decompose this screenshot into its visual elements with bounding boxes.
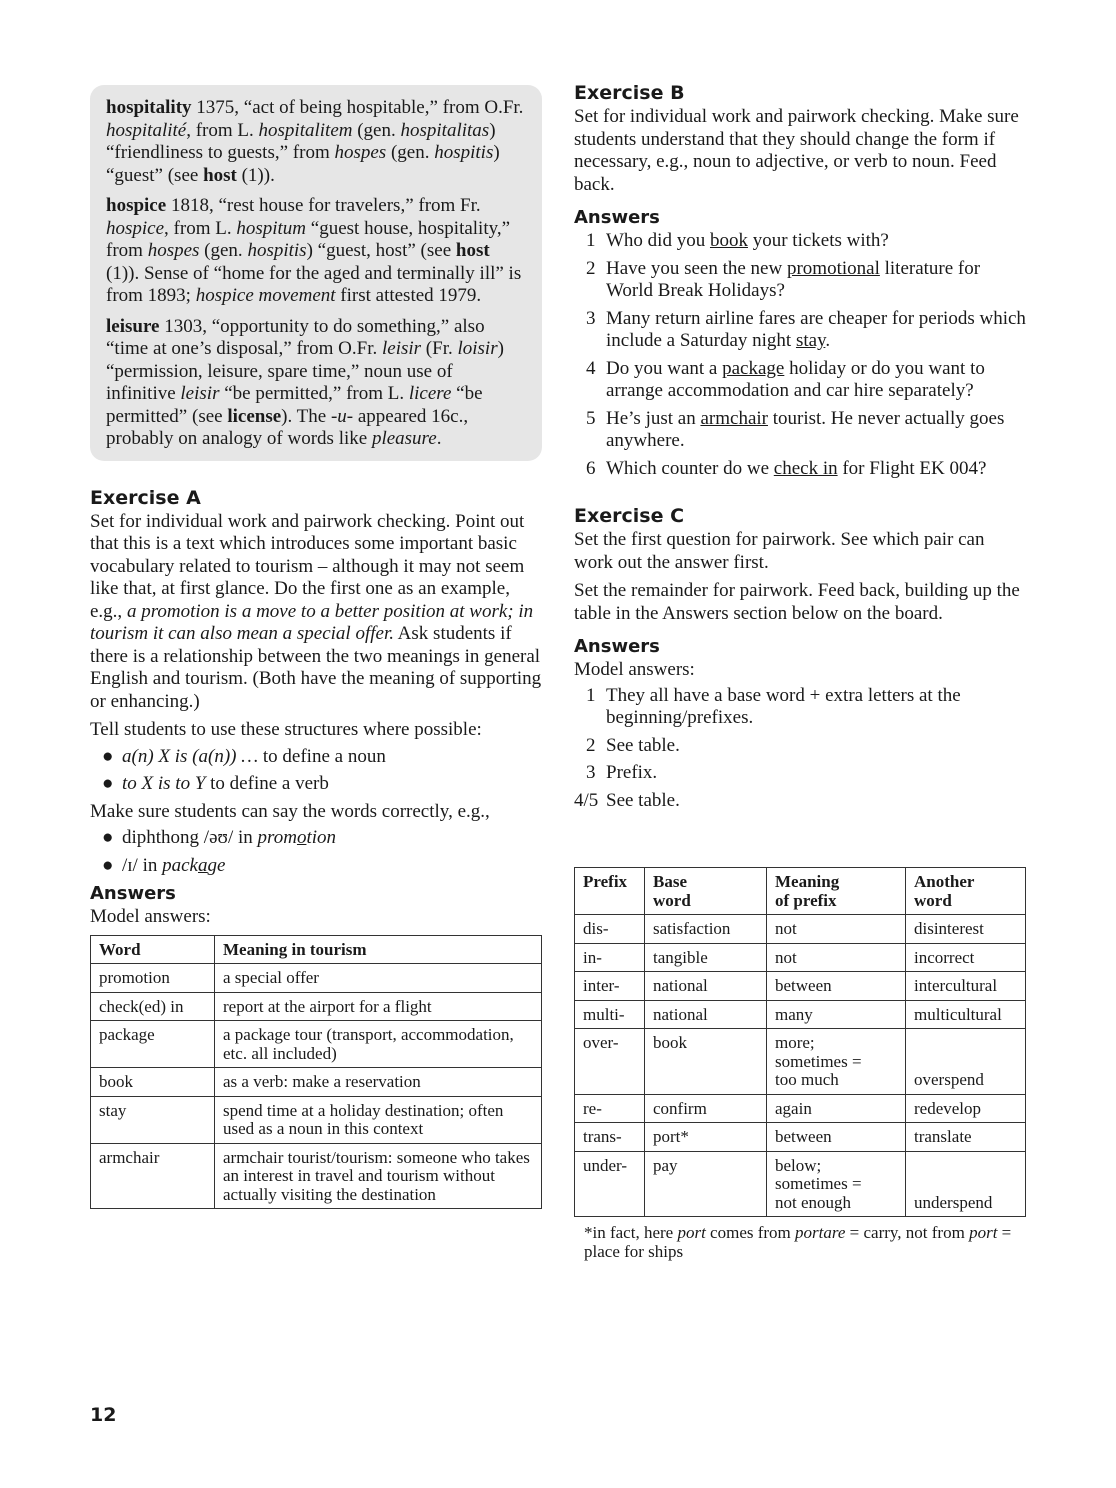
- text: Do you want a: [606, 357, 723, 379]
- text: hospitum: [236, 217, 307, 239]
- pronunciation-list: [90, 827, 542, 877]
- text: hospitalitas: [400, 119, 490, 141]
- item-number: 1: [586, 684, 596, 706]
- text: leisir: [180, 383, 220, 404]
- exercise-c-heading: Exercise C: [574, 505, 685, 527]
- table-row: [575, 1123, 1026, 1152]
- text: package: [722, 357, 785, 379]
- item-number: 3: [586, 762, 596, 783]
- text: portare: [795, 1223, 846, 1242]
- column-header: [645, 868, 767, 915]
- list-item: [574, 258, 1026, 303]
- text: “be permitted” (see: [106, 383, 483, 427]
- text: ) “friendliness to guests,” from: [106, 119, 496, 163]
- table-cell: armchair: [91, 1143, 215, 1209]
- table-cell: not: [767, 943, 906, 972]
- page-number: 12: [90, 1404, 117, 1426]
- left-column: [90, 85, 542, 1209]
- text: They all have a base word + extra letters at the beginning/prefixes.: [606, 684, 961, 728]
- text: tourist. He never actually goes anywhere.: [606, 407, 1005, 451]
- text: Many return airline fares are cheaper for periods which include a Saturday night: [606, 307, 1026, 351]
- text: Base: [653, 872, 687, 891]
- column-header: Word: [91, 935, 215, 964]
- text: to define a verb: [205, 773, 329, 794]
- list-item: [574, 762, 1026, 785]
- text: your tickets with?: [747, 230, 889, 251]
- text: pleasure: [371, 428, 437, 449]
- text: promotional: [786, 257, 880, 279]
- text: appeared 16c., probably on analogy of words like: [106, 405, 469, 449]
- exercise-c-answer-list: [574, 685, 1026, 813]
- table-cell: pay: [645, 1151, 767, 1217]
- table-cell: not: [767, 915, 906, 944]
- column-header: [767, 868, 906, 915]
- list-item: [574, 735, 1026, 758]
- table-cell: stay: [91, 1096, 215, 1143]
- text: Which counter do we: [606, 457, 774, 479]
- exercise-a-answers-heading: Answers: [90, 883, 176, 904]
- text: for Flight EK 004?: [837, 457, 987, 479]
- table-cell: confirm: [645, 1094, 767, 1123]
- table-row: [575, 1094, 1026, 1123]
- table-cell: check(ed) in: [91, 992, 215, 1021]
- text: armchair: [700, 407, 768, 429]
- text: hospitis: [434, 142, 494, 163]
- text: 1375, “act of being hospitable,” from O.Fr.: [191, 97, 524, 118]
- text: = place for ships: [584, 1223, 1012, 1261]
- text: Set for individual work and pairwork checking. Point out that this is a text which introduces some important basic vocabulary related to tourism – although it may not seem like that, at first glance. Do the first one as an example, e.g.,: [90, 510, 525, 622]
- table-cell: dis-: [575, 915, 645, 944]
- text: stay: [795, 330, 826, 351]
- table-row: [575, 1029, 1026, 1095]
- table-cell: re-: [575, 1094, 645, 1123]
- text: Prefix.: [606, 762, 658, 783]
- text: hospice movement: [195, 285, 336, 306]
- text: Prefix: [583, 872, 628, 891]
- list-item: [90, 855, 542, 878]
- text: Who did you: [606, 230, 710, 251]
- text: , from L.: [186, 119, 259, 141]
- text: leisir: [381, 338, 422, 359]
- text: o: [296, 827, 307, 848]
- table-cell: spend time at a holiday destination; often used as a noun in this context: [215, 1096, 542, 1143]
- text: prom: [257, 827, 297, 848]
- item-number: 3: [586, 307, 596, 329]
- table-cell: overspend: [906, 1029, 1026, 1095]
- table-cell: incorrect: [906, 943, 1026, 972]
- table-cell: a package tour (transport, accommodation, etc. all included): [215, 1021, 542, 1068]
- table-row: [575, 1151, 1026, 1217]
- item-number: 6: [586, 457, 596, 479]
- list-item: [90, 746, 542, 769]
- table-header-row: [575, 868, 1026, 915]
- exercise-a-pronunciation-intro: Make sure students can say the words correctly, e.g.,: [90, 800, 490, 822]
- list-item: [90, 827, 542, 850]
- table-row: [575, 915, 1026, 944]
- table-cell: inter-: [575, 972, 645, 1001]
- text: ). The: [281, 405, 331, 427]
- table-cell: many: [767, 1000, 906, 1029]
- table-cell: as a verb: make a reservation: [215, 1068, 542, 1097]
- column-header: Meaning in tourism: [215, 935, 542, 964]
- table-cell: between: [767, 972, 906, 1001]
- etymology-hospitality: [106, 97, 526, 187]
- text: (1)).: [236, 164, 275, 186]
- list-item: [574, 408, 1026, 453]
- text: first attested 1979.: [335, 285, 482, 306]
- text: = carry, not from: [845, 1223, 970, 1242]
- headword: hospice: [106, 195, 167, 216]
- text: hospitalitem: [258, 119, 353, 141]
- exercise-a-heading: Exercise A: [90, 486, 201, 509]
- item-number: 2: [586, 734, 596, 756]
- text: *in fact, here: [584, 1223, 678, 1242]
- table-cell: below; sometimes = not enough: [767, 1151, 906, 1217]
- text: 1818, “rest house for travelers,” from Fr.: [166, 195, 481, 216]
- exercise-a-instructions: [90, 511, 542, 714]
- table-cell: trans-: [575, 1123, 645, 1152]
- item-number: 5: [586, 407, 596, 429]
- text: license: [227, 405, 282, 427]
- list-item: [574, 685, 1026, 730]
- text: (1)). Sense of “home for the aged and terminally ill” is from 1893;: [106, 262, 522, 306]
- text: (Fr.: [421, 338, 458, 359]
- text: Meaning: [775, 872, 840, 891]
- text: port: [677, 1223, 706, 1242]
- text: of prefix: [775, 890, 837, 910]
- table-cell: book: [645, 1029, 767, 1095]
- exercise-b-answers-heading: Answers: [574, 207, 660, 228]
- text: pack: [162, 854, 198, 876]
- table-cell: multicultural: [906, 1000, 1026, 1029]
- text: (gen.: [352, 119, 401, 141]
- text: He’s just an: [606, 407, 701, 429]
- exercise-b-instructions: Set for individual work and pairwork checking. Make sure students understand that they should change the form if necessary, e.g., noun to adjective, or verb to noun. Feed back.: [574, 106, 1019, 195]
- right-column: [574, 80, 1026, 1261]
- bullet-icon: ●: [102, 745, 114, 767]
- text: word: [914, 890, 952, 910]
- exercise-c-answers-heading: Answers: [574, 636, 660, 657]
- text: /ɪ/ in: [122, 854, 163, 876]
- table-cell: redevelop: [906, 1094, 1026, 1123]
- list-item: [90, 773, 542, 796]
- table-cell: promotion: [91, 964, 215, 993]
- etymology-hospice: [106, 195, 526, 308]
- table-cell: translate: [906, 1123, 1026, 1152]
- table-row: [91, 964, 542, 993]
- exercise-c-instructions-1: Set the first question for pairwork. See which pair can work out the answer first.: [574, 529, 985, 573]
- text: (gen.: [199, 240, 248, 261]
- text: (gen.: [386, 142, 435, 163]
- exercise-a-structures-intro: Tell students to use these structures where possible:: [90, 719, 482, 740]
- prefix-table: [574, 867, 1026, 1217]
- text: hospitis: [247, 240, 307, 261]
- table-cell: armchair tourist/tourism: someone who takes an interest in travel and tourism without actually visiting the destination: [215, 1143, 542, 1209]
- table-cell: under-: [575, 1151, 645, 1217]
- text: book: [709, 230, 748, 251]
- column-header: [575, 868, 645, 915]
- text: ) “guest, host” (see: [306, 240, 456, 261]
- list-item: [574, 230, 1026, 253]
- bullet-icon: ●: [102, 854, 114, 876]
- text: diphthong /əʊ/ in: [122, 827, 258, 848]
- item-number: 4: [586, 357, 596, 379]
- headword: hospitality: [106, 97, 192, 118]
- table-cell: over-: [575, 1029, 645, 1095]
- text: ) “permission, leisure, spare time,” noun use of infinitive: [106, 338, 504, 404]
- structures-list: [90, 746, 542, 796]
- etymology-leisure: [106, 316, 526, 451]
- text: “guest house, hospitality,” from: [106, 217, 511, 261]
- list-item: [574, 308, 1026, 353]
- table-cell: national: [645, 1000, 767, 1029]
- etymology-box: [90, 85, 542, 461]
- table-cell: a special offer: [215, 964, 542, 993]
- text: a(n) X is (a(n)) …: [122, 745, 259, 767]
- table-cell: package: [91, 1021, 215, 1068]
- text: port: [969, 1223, 998, 1242]
- text: word: [653, 890, 691, 910]
- text: hospes: [147, 240, 200, 261]
- table-cell: disinterest: [906, 915, 1026, 944]
- text: host: [455, 240, 490, 261]
- text: hospice: [106, 217, 165, 239]
- text: “be permitted,” from L.: [219, 383, 409, 404]
- text: Have you seen the new: [606, 257, 787, 279]
- text: check in: [773, 457, 838, 479]
- item-number: 2: [586, 257, 596, 279]
- headword: leisure: [106, 315, 160, 337]
- text: 1303, “opportunity to do something,” also “time at one’s disposal,” from O.Fr.: [106, 315, 485, 359]
- table-cell: satisfaction: [645, 915, 767, 944]
- text: , from L.: [164, 217, 237, 239]
- table-row: [91, 1021, 542, 1068]
- table-row: [91, 1143, 542, 1209]
- text: licere: [408, 383, 452, 404]
- exercise-b-answer-list: [574, 230, 1026, 480]
- exercise-c-model-answers: Model answers:: [574, 659, 695, 680]
- list-item: [574, 458, 1026, 481]
- text: Ask students if there is a relationship between the two meanings in general English and tourism. (Both have the meaning of supporting or enhancing.): [90, 623, 542, 712]
- table-cell: intercultural: [906, 972, 1026, 1001]
- table-row: [575, 1000, 1026, 1029]
- text: .: [436, 428, 442, 449]
- table-row: [91, 1068, 542, 1097]
- table-cell: national: [645, 972, 767, 1001]
- text: hospitalité: [106, 119, 187, 141]
- text: holiday or do you want to arrange accommodation and car hire separately?: [606, 357, 985, 401]
- table-cell: tangible: [645, 943, 767, 972]
- table-row: [575, 943, 1026, 972]
- text: hospes: [334, 142, 387, 163]
- text: host: [203, 164, 237, 186]
- text: a: [198, 854, 208, 876]
- bullet-icon: ●: [102, 773, 114, 794]
- text: ge: [207, 854, 226, 876]
- table-cell: between: [767, 1123, 906, 1152]
- table-row: [91, 992, 542, 1021]
- table-cell: more; sometimes = too much: [767, 1029, 906, 1095]
- table-footnote: [584, 1223, 1026, 1261]
- exercise-a-model-answers: Model answers:: [90, 906, 211, 927]
- exercise-c-instructions-2: Set the remainder for pairwork. Feed back, building up the table in the Answers section below on the board.: [574, 580, 1020, 624]
- list-item: [574, 790, 1026, 813]
- text: a promotion is a move to a better position at work; in tourism it can also mean a special offer.: [90, 600, 534, 644]
- text: literature for World Break Holidays?: [606, 257, 981, 301]
- text: comes from: [705, 1223, 796, 1242]
- table-header-row: [91, 935, 542, 964]
- table-cell: multi-: [575, 1000, 645, 1029]
- text: See table.: [606, 789, 680, 811]
- table-cell: report at the airport for a flight: [215, 992, 542, 1021]
- table-row: [91, 1096, 542, 1143]
- column-header: [906, 868, 1026, 915]
- table-cell: port*: [645, 1123, 767, 1152]
- text: loisir: [457, 338, 498, 359]
- bullet-icon: ●: [102, 827, 114, 848]
- text: -u-: [330, 405, 354, 427]
- list-item: [574, 358, 1026, 403]
- text: Another: [914, 872, 975, 891]
- text: to define a noun: [258, 745, 386, 767]
- table-row: [575, 972, 1026, 1001]
- word-meaning-table: [90, 935, 542, 1210]
- exercise-b-heading: Exercise B: [574, 82, 685, 104]
- text: ) “guest” (see: [106, 142, 500, 186]
- item-number: 1: [586, 230, 596, 251]
- text: .: [825, 330, 831, 351]
- item-number: 4/5: [574, 789, 599, 811]
- text: to X is to Y: [122, 773, 206, 794]
- text: See table.: [606, 734, 680, 756]
- table-cell: again: [767, 1094, 906, 1123]
- table-cell: underspend: [906, 1151, 1026, 1217]
- table-cell: in-: [575, 943, 645, 972]
- table-cell: book: [91, 1068, 215, 1097]
- text: tion: [306, 827, 336, 848]
